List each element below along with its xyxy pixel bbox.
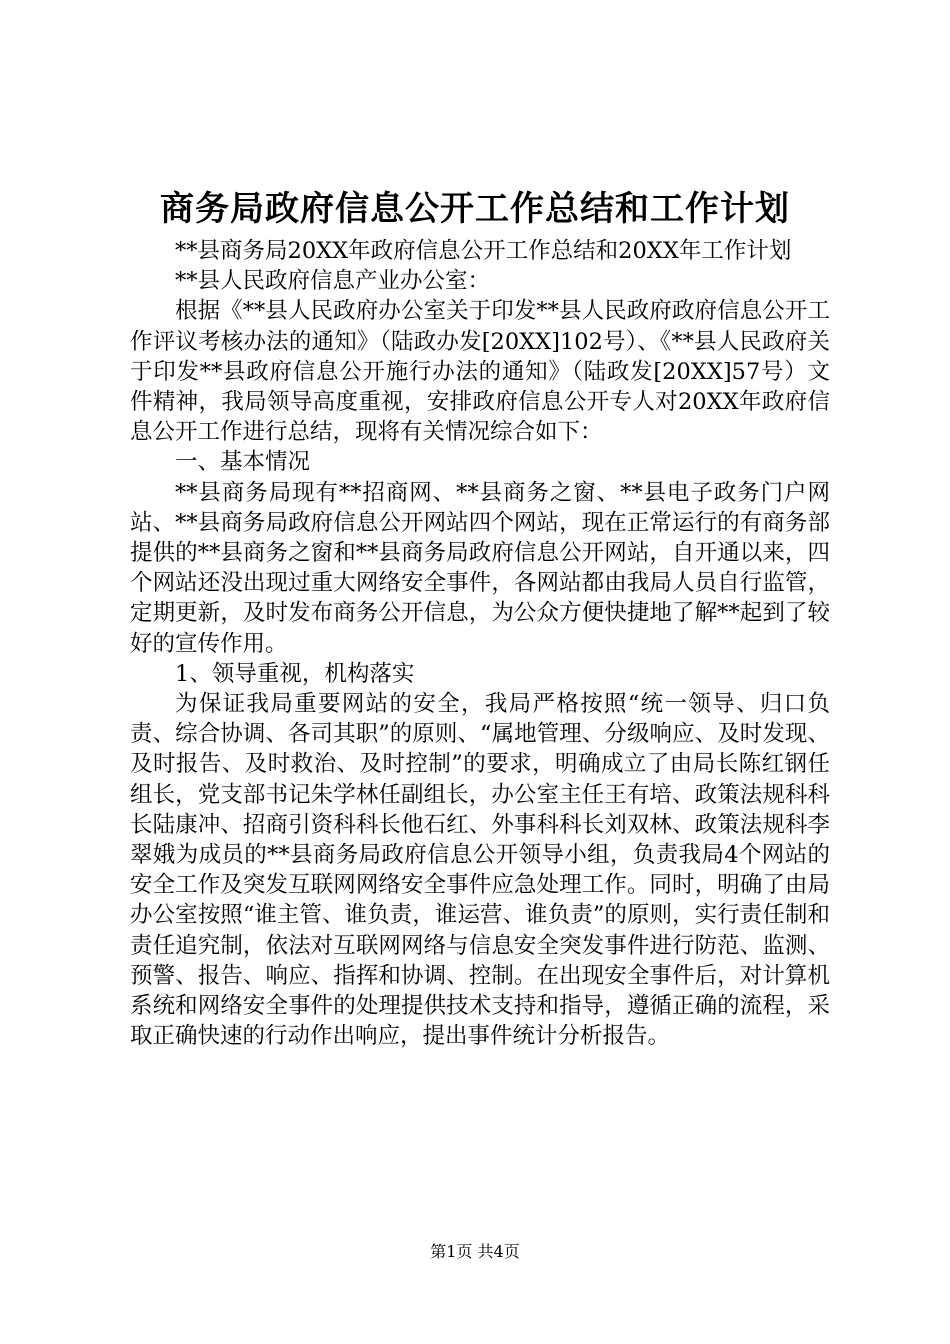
leadership-paragraph: 为保证我局重要网站的安全，我局严格按照“统一领导、归口负责、综合协调、各司其职”的原则、“属地管理、分级响应、及时发现、及时报告、及时救治、及时控制”的要求，明确成立了由局长陈红钢任组长，党支部书记朱学林任副组长，办公室主任王有培、政策法规科科长陆康冲、招商引资科科长他石红、外事科科长刘双林、政策法规科李翠娥为成员的**县商务局政府信息公开领导小组，负责我局4个网站的安全工作及突发互联网网络安全事件应急处理工作。同时，明确了由局办公室按照“谁主管、谁负责，谁运营、谁负责”的原则，实行责任制和责任追究制，依法对互联网网络与信息安全突发事件进行防范、监测、预警、报告、响应、指挥和协调、控制。在出现安全事件后，对计算机系统和网络安全事件的处理提供技术支持和指导，遵循正确的流程，采取正确快速的行动作出响应，提出事件统计分析报告。 xyxy=(130,691,830,1050)
document-title: 商务局政府信息公开工作总结和工作计划 xyxy=(160,189,790,229)
intro-paragraph: 根据《**县人民政府办公室关于印发**县人民政府政府信息公开工作评议考核办法的通知》（陆政办发[20XX]102号）、《**县人民政府关于印发**县政府信息公开施行办法的通知》（陆政发[20XX]57号）文件精神，我局领导高度重视，安排政府信息公开专人对20XX年政府信息公开工作进行总结，现将有关情况综合如下： xyxy=(130,298,830,446)
subtitle-paragraph: **县商务局20XX年政府信息公开工作总结和20XX年工作计划 xyxy=(175,238,792,264)
page-indicator: 第1页 共4页 xyxy=(430,1242,520,1261)
salutation-paragraph: **县人民政府信息产业办公室： xyxy=(175,268,491,295)
section-heading-basic: 一、基本情况 xyxy=(175,449,311,476)
basic-situation-paragraph: **县商务局现有**招商网、**县商务之窗、**县电子政务门户网站、**县商务局政府信息公开网站四个网站，现在正常运行的有商务部提供的**县商务之窗和**县商务局政府信息公开网站，自开通以来，四个网站还没出现过重大网络安全事件，各网站都由我局人员自行监管，定期更新，及时发布商务公开信息，为公众方便快捷地了解**起到了较好的宣传作用。 xyxy=(130,479,830,657)
subsection-heading-leadership: 1、领导重视，机构落实 xyxy=(175,660,415,687)
document-body xyxy=(130,236,830,1051)
